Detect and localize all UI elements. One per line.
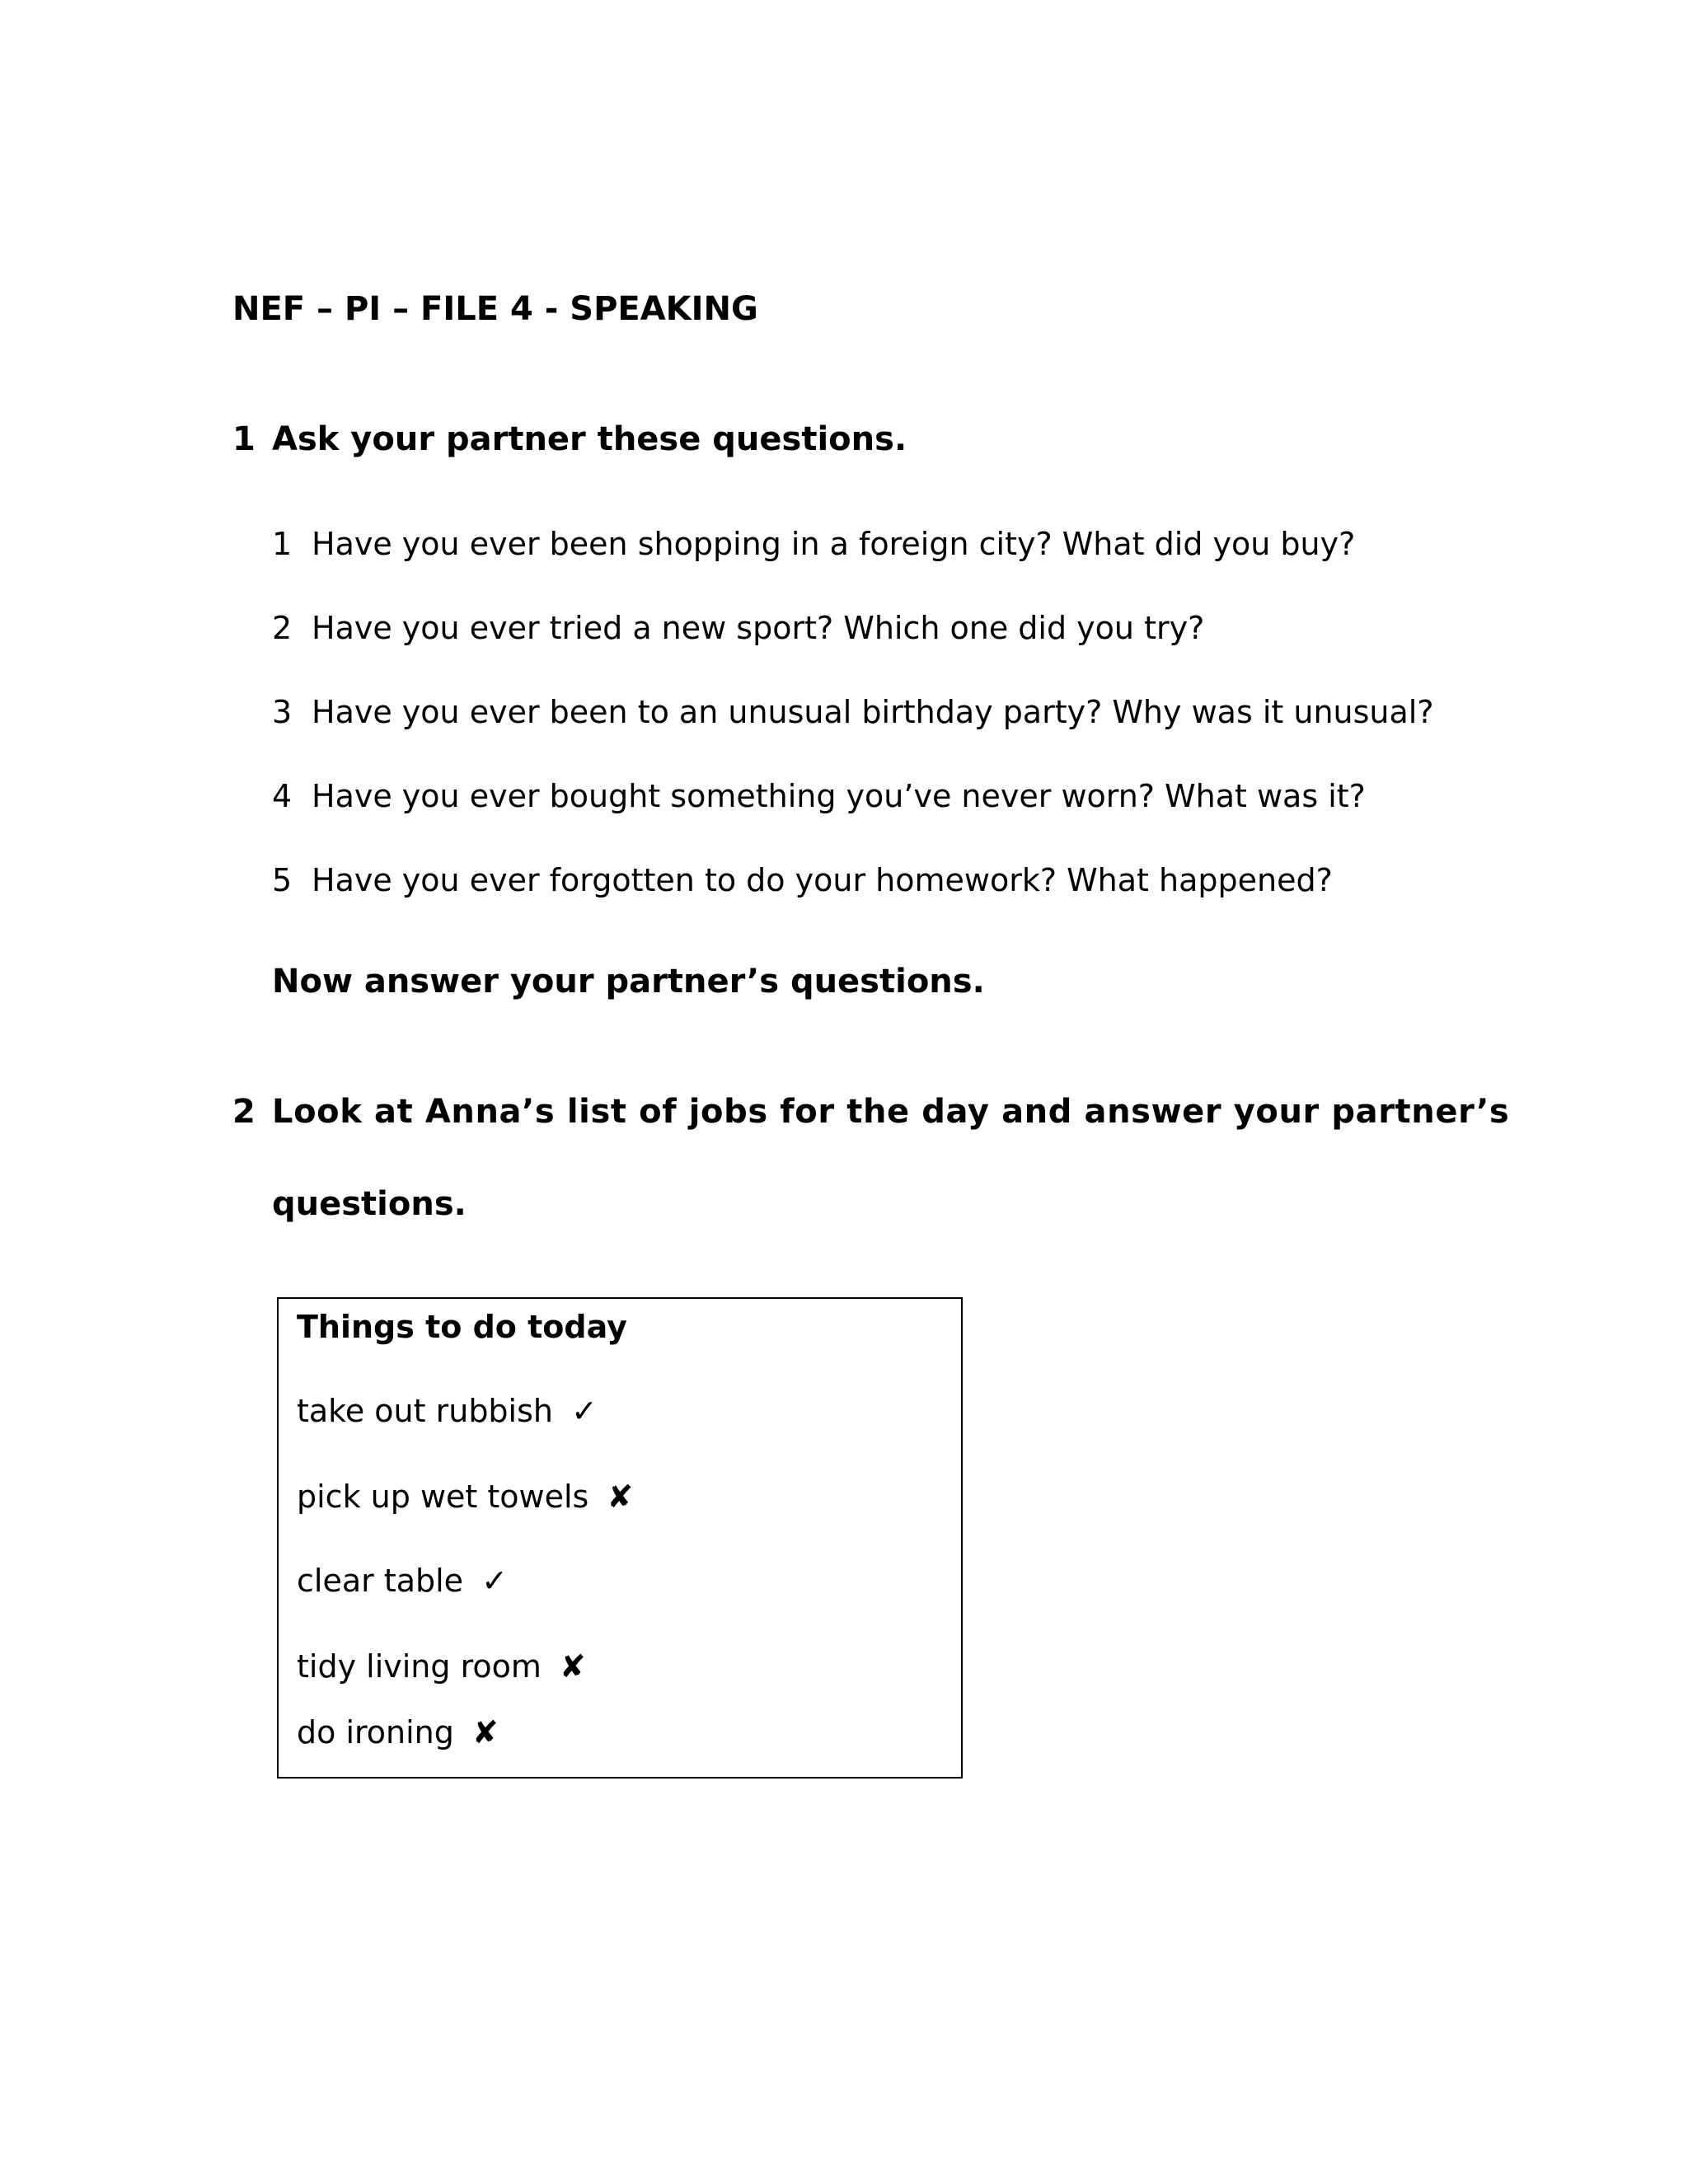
section-2-number: 2 [232,1093,256,1131]
question-number: 4 [272,778,293,814]
todo-item-label: do ironing [297,1714,454,1750]
todo-item [297,1563,508,1599]
section-1-instruction: Ask your partner these questions. [272,420,907,458]
todo-item-label: clear table [297,1563,464,1599]
todo-item-label: tidy living room [297,1648,542,1685]
todo-item-label: pick up wet towels [297,1479,589,1515]
cross-mark-icon: ✘ [607,1479,634,1515]
page-title: NEF – PI – FILE 4 - SPEAKING [232,290,758,328]
question-number: 5 [272,862,293,898]
cross-mark-icon: ✘ [471,1714,499,1750]
question-text: Have you ever been to an unusual birthday party? Why was it unusual? [312,694,1434,730]
todo-item [297,1479,633,1515]
todo-item-label: take out rubbish [297,1393,553,1429]
question-number: 1 [272,526,293,562]
question-text: Have you ever bought something you’ve never worn? What was it? [312,778,1366,814]
question-text: Have you ever been shopping in a foreign city? What did you buy? [312,526,1356,562]
question-number: 2 [272,610,293,646]
question-text: Have you ever forgotten to do your homework? What happened? [312,862,1333,898]
check-mark-icon: ✓ [571,1393,598,1429]
cross-mark-icon: ✘ [559,1648,586,1685]
todo-item [297,1648,586,1685]
section-1-followup: Now answer your partner’s questions. [272,963,985,1001]
section-2-instruction-line-1: Look at Anna’s list of jobs for the day and answer your partner’s [272,1093,1510,1131]
check-mark-icon: ✓ [481,1563,508,1599]
todo-item [297,1714,499,1750]
question-text: Have you ever tried a new sport? Which one did you try? [312,610,1205,646]
todo-item [297,1393,598,1429]
question-number: 3 [272,694,293,730]
section-2-instruction-line-2: questions. [272,1185,467,1223]
todo-list-title: Things to do today [297,1309,627,1345]
section-1-number: 1 [232,420,256,458]
todo-list-box [277,1297,963,1779]
